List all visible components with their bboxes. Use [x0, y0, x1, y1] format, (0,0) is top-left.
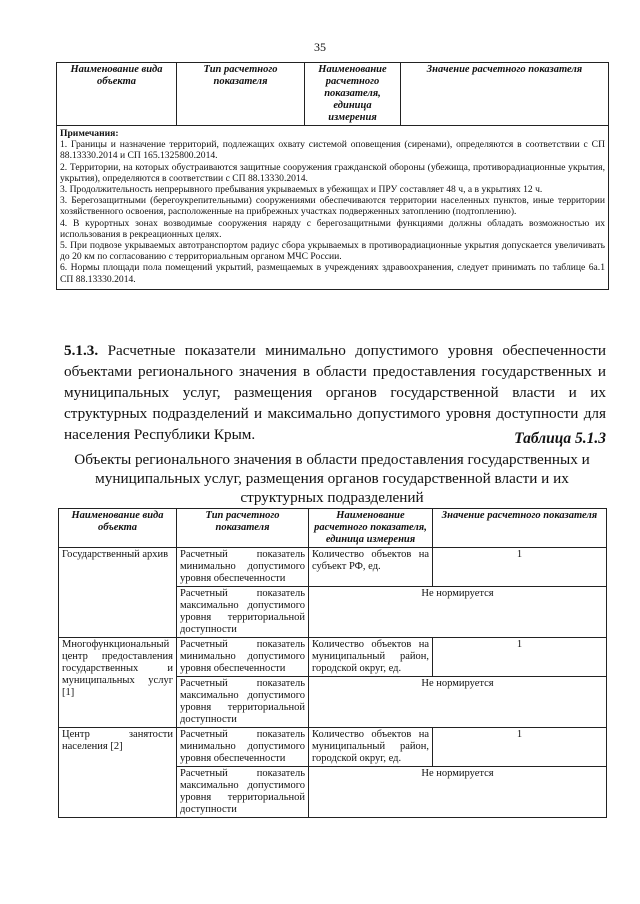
- table-row: [59, 548, 607, 587]
- min-name-cell: Количество объектов на муниципальный район, городской округ, ед.: [309, 638, 433, 677]
- section-number: 5.1.3.: [64, 342, 99, 359]
- max-type-cell: Расчетный показатель максимально допустимого уровня территориальной доступности: [177, 767, 309, 818]
- max-value-cell: Не нормируется: [309, 677, 607, 728]
- note-item: 3. Продолжительность непрерывного пребывания укрываемых в убежищах и ПРУ составляет 48 ч, а в укрытиях 12 ч.: [60, 184, 543, 196]
- note-item: 5. При подвозе укрываемых автотранспортом радиус сбора укрываемых в противорадиационные укрытия допускается увеличивать до 20 км по согласованию с территориальным органом МЧС России.: [60, 240, 605, 263]
- page-number: 35: [314, 40, 326, 54]
- header-indicator-value: Значение расчетного показателя: [401, 63, 609, 126]
- min-type-cell: Расчетный показатель минимально допустимого уровня обеспеченности: [177, 548, 309, 587]
- table-title: Объекты регионального значения в области предоставления государственных и муниципальных услуг, размещения органов государственной власти и их структурных подразделений: [74, 451, 590, 506]
- min-value-cell: 1: [433, 638, 607, 677]
- min-name-cell: Количество объектов на муниципальный район, городской округ, ед.: [309, 728, 433, 767]
- min-name-cell: Количество объектов на субъект РФ, ед.: [309, 548, 433, 587]
- min-value-cell: 1: [433, 728, 607, 767]
- notes-row: [57, 126, 609, 290]
- section-text: Расчетные показатели минимально допустимого уровня обеспеченности объектами регионального значения в области предоставления государственных и муниципальных услуг, размещения органов государственной власти и их структурных подразделений и максимально допустимого уровня доступности для населения Республики Крым.: [64, 342, 606, 443]
- table-row: [59, 728, 607, 767]
- header-indicator-value: Значение расчетного показателя: [433, 509, 607, 548]
- header-indicator-name: Наименование расчетного показателя, единица измерения: [305, 63, 401, 126]
- min-type-cell: Расчетный показатель минимально допустимого уровня обеспеченности: [177, 728, 309, 767]
- table-header-row: [57, 63, 609, 126]
- header-indicator-type: Тип расчетного показателя: [177, 63, 305, 126]
- table-civil-defense-continued: [56, 62, 609, 290]
- table-regional-objects: [58, 508, 607, 818]
- max-value-cell: Не нормируется: [309, 767, 607, 818]
- header-indicator-type: Тип расчетного показателя: [177, 509, 309, 548]
- header-object-type: Наименование вида объекта: [59, 509, 177, 548]
- max-type-cell: Расчетный показатель максимально допустимого уровня территориальной доступности: [177, 587, 309, 638]
- header-indicator-name: Наименование расчетного показателя, единица измерения: [309, 509, 433, 548]
- max-value-cell: Не нормируется: [309, 587, 607, 638]
- note-item: 4. В курортных зонах возводимые сооружения наряду с берегозащитными функциями должны обладать возможностью их использования в рекреационных целях.: [60, 217, 605, 240]
- notes-cell: [57, 126, 609, 290]
- min-value-cell: 1: [433, 548, 607, 587]
- table-header-row: [59, 509, 607, 548]
- notes-title: Примечания:: [60, 128, 119, 139]
- table-caption: Таблица 5.1.3: [514, 430, 606, 447]
- note-item: 2. Территории, на которых обустраиваются защитные сооружения гражданской обороны (убежища, противорадиационные укрытия, укрытия), определяются в соответствии с СП 88.13330.2014.: [60, 161, 605, 184]
- max-type-cell: Расчетный показатель максимально допустимого уровня территориальной доступности: [177, 677, 309, 728]
- min-type-cell: Расчетный показатель минимально допустимого уровня обеспеченности: [177, 638, 309, 677]
- note-item: 1. Границы и назначение территорий, подлежащих охвату системой оповещения (сиренами), определяются в соответствии с СП 88.13330.2014 и СП 165.1325800.2014.: [60, 139, 605, 162]
- header-object-type: Наименование вида объекта: [57, 63, 177, 126]
- object-name-cell: Государственный архив: [59, 548, 177, 638]
- note-item: 6. Нормы площади пола помещений укрытий, размещаемых в учреждениях здравоохранения, следует принимать по таблице 6а.1 СП 88.13330.2014.: [60, 262, 605, 285]
- object-name-cell: Многофункциональный центр предоставления государственных и муниципальных услуг [1]: [59, 638, 177, 728]
- object-name-cell: Центр занятости населения [2]: [59, 728, 177, 818]
- table-row: [59, 638, 607, 677]
- note-item: 3. Берегозащитными (берегоукрепительными) сооружениями обеспечиваются территории населенных пунктов, иные территории хозяйственного освоения, расположенные на прибрежных участках подверженных затоплению (подтоплению).: [60, 195, 605, 218]
